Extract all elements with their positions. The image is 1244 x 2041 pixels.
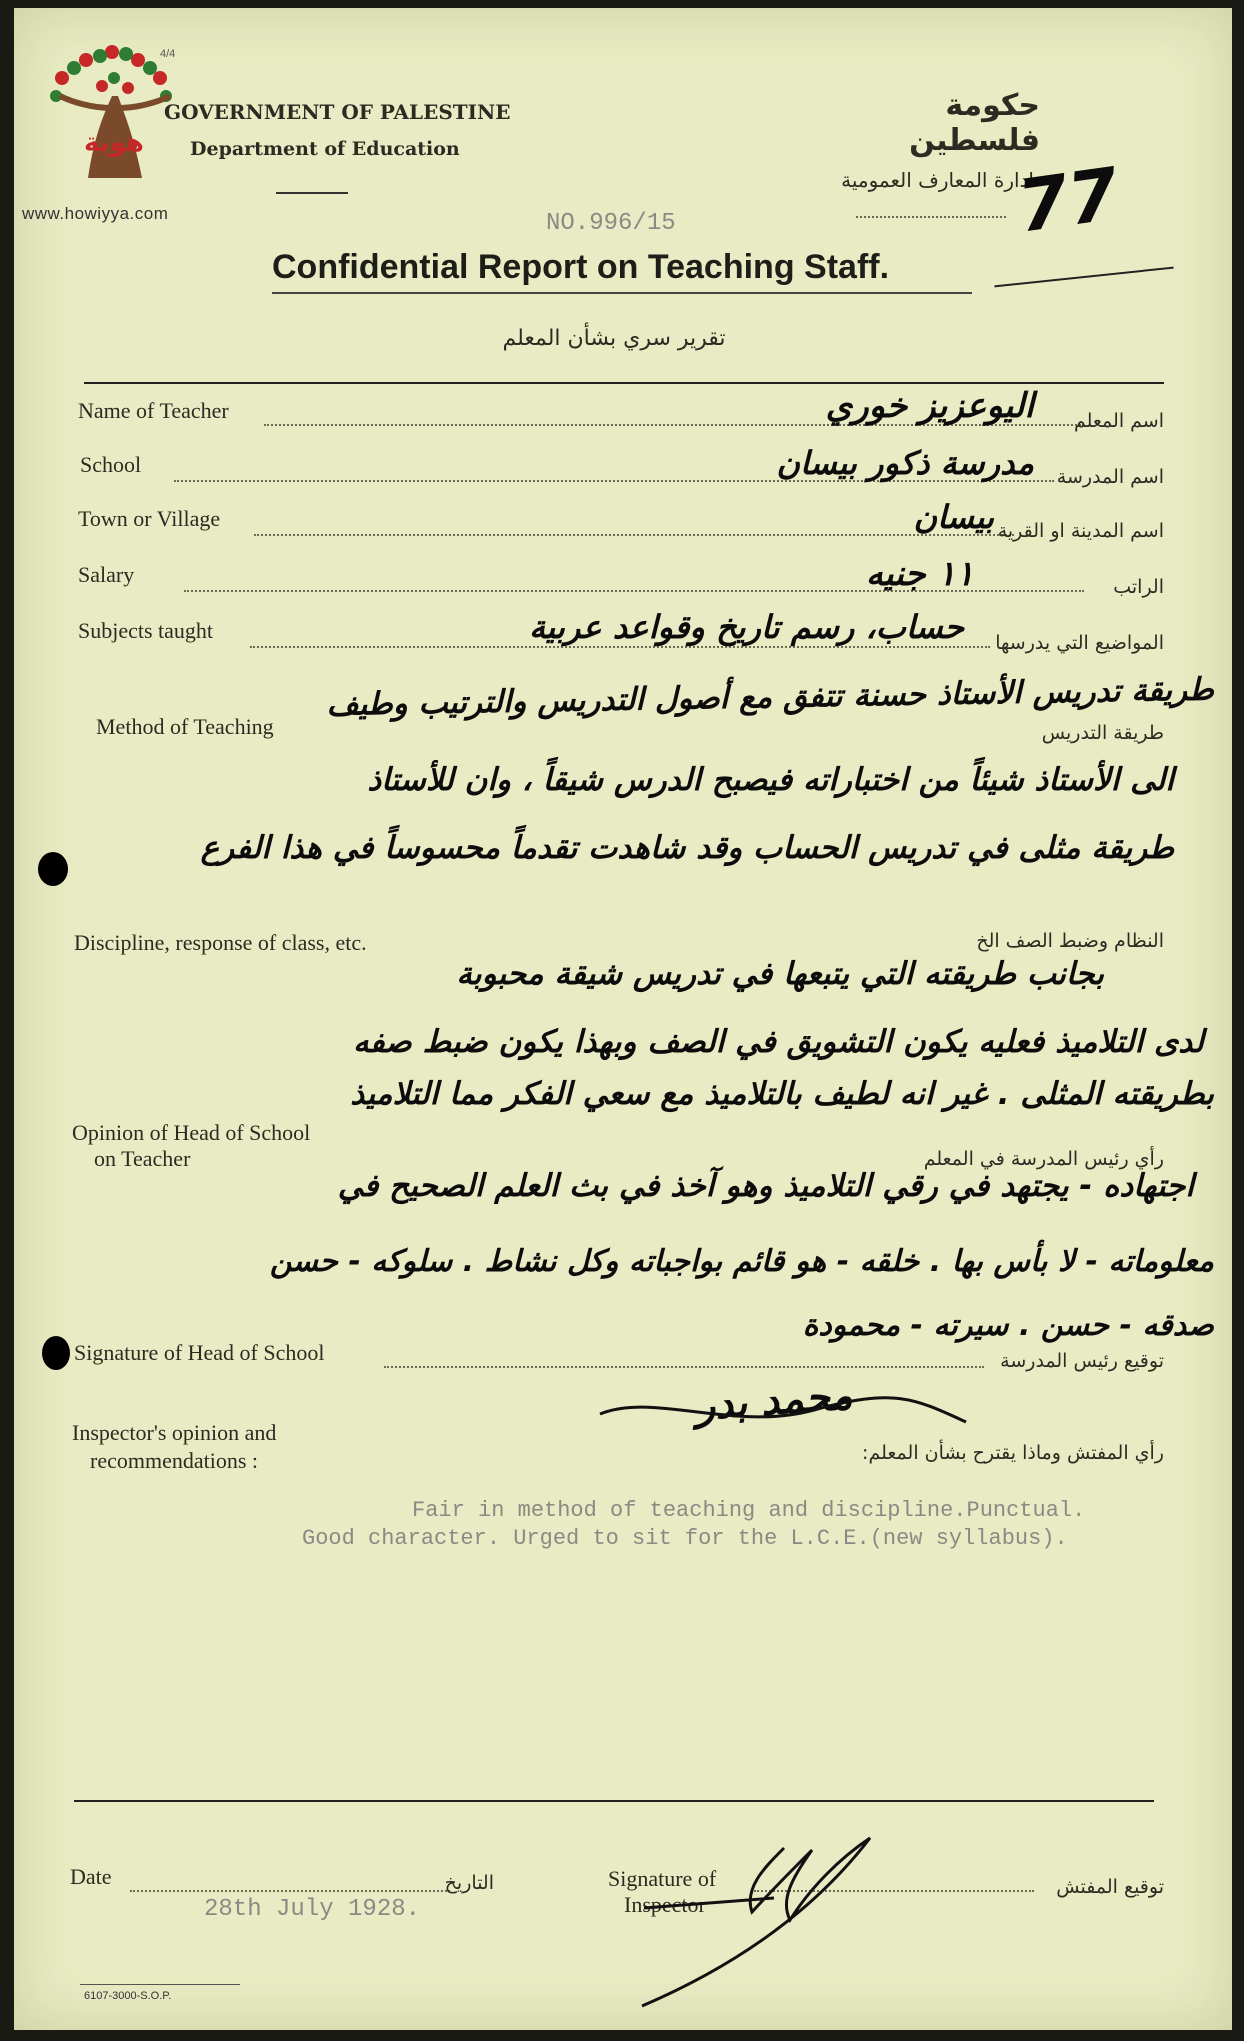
government-title: GOVERNMENT OF PALESTINE bbox=[164, 100, 511, 124]
opinion-line-1: اجتهاده - يجتهد في رقي التلاميذ وهو آخذ في بث العلم الصحيح في bbox=[337, 1168, 1194, 1204]
town-label-ar: اسم المدينة او القرية bbox=[997, 520, 1164, 542]
ink-blot bbox=[38, 852, 68, 886]
file-number-underline bbox=[994, 267, 1173, 288]
inspector-signature-label-ar: توقيع المفتش bbox=[1056, 1876, 1164, 1898]
printer-code: 6107-3000-S.O.P. bbox=[84, 1990, 172, 2002]
report-title-ar: تقرير سري بشأن المعلم bbox=[502, 326, 726, 351]
date-value: 28th July 1928. bbox=[204, 1896, 421, 1923]
inspector-signature bbox=[634, 1828, 934, 2008]
department-title: Department of Education bbox=[190, 138, 460, 160]
method-line-3: طريقة مثلى في تدريس الحساب وقد شاهدت تقدماً محسوساً في هذا الفرع bbox=[200, 830, 1174, 866]
subjects-value: حساب، رسم تاريخ وقواعد عربية bbox=[529, 608, 964, 646]
head-signature: محمد بدر bbox=[694, 1372, 854, 1430]
name-label-ar: اسم المعلم bbox=[1073, 410, 1164, 432]
head-signature-label: Signature of Head of School bbox=[74, 1340, 325, 1365]
opinion-label-2: on Teacher bbox=[94, 1146, 191, 1171]
date-dots bbox=[130, 1890, 450, 1892]
school-name: مدرسة ذكور بيسان bbox=[776, 444, 1034, 482]
discipline-label: Discipline, response of class, etc. bbox=[74, 930, 367, 955]
discipline-line-3: بطريقته المثلى . غير انه لطيف بالتلاميذ مع سعي الفكر مما التلاميذ bbox=[350, 1076, 1214, 1112]
subjects-label: Subjects taught bbox=[78, 618, 214, 643]
printer-code-rule bbox=[80, 1984, 240, 1985]
method-label: Method of Teaching bbox=[96, 714, 274, 739]
discipline-label-ar: النظام وضبط الصف الخ bbox=[976, 930, 1164, 952]
town-label: Town or Village bbox=[78, 506, 221, 531]
document-page bbox=[14, 8, 1232, 2030]
opinion-line-3: صدقه - حسن . سيرته - محمودة bbox=[802, 1308, 1214, 1343]
discipline-line-2: لدى التلاميذ فعليه يكون التشويق في الصف وبهذا يكون ضبط صفه bbox=[353, 1024, 1204, 1060]
method-line-2: الى الأستاذ شيئاً من اختباراته فيصبح الدرس شيقاً ، وان للأستاذ bbox=[367, 762, 1174, 798]
method-label-ar: طريقة التدريس bbox=[1041, 722, 1164, 744]
inspector-typed-line-1: Fair in method of teaching and discipline.Punctual. bbox=[412, 1498, 1086, 1523]
footer-rule bbox=[74, 1800, 1154, 1802]
subjects-dots bbox=[250, 646, 990, 648]
date-label: Date bbox=[70, 1864, 112, 1889]
watermark-url: www.howiyya.com bbox=[22, 204, 169, 223]
inspector-signature-label: Signature of bbox=[608, 1866, 717, 1891]
opinion-label-ar: رأي رئيس المدرسة في المعلم bbox=[923, 1148, 1164, 1170]
inspector-opinion-label-2: recommendations : bbox=[90, 1448, 259, 1473]
school-label-ar: اسم المدرسة bbox=[1056, 466, 1164, 488]
department-divider bbox=[856, 216, 1006, 218]
file-number: 77 bbox=[1012, 151, 1124, 249]
school-label: School bbox=[80, 452, 142, 477]
howiyya-logo-text: هوية bbox=[84, 128, 144, 158]
header-rule bbox=[84, 382, 1164, 384]
salary-label: Salary bbox=[78, 562, 135, 587]
header-divider bbox=[276, 192, 348, 194]
inspector-signature-label-2: Inspector bbox=[624, 1892, 706, 1917]
head-signature-flourish bbox=[594, 1388, 974, 1438]
inspector-opinion-label: Inspector's opinion and bbox=[72, 1420, 277, 1445]
opinion-line-2: معلوماته - لا بأس بها . خلقه - هو قائم بواجباته وكل نشاط . سلوكه - حسن bbox=[269, 1244, 1214, 1279]
report-title: Confidential Report on Teaching Staff. bbox=[272, 248, 890, 286]
head-signature-label-ar: توقيع رئيس المدرسة bbox=[1000, 1350, 1164, 1372]
teacher-name: اليوعزيز خوري bbox=[825, 386, 1034, 426]
title-underline bbox=[272, 292, 972, 294]
department-title-ar: ادارة المعارف العمومية bbox=[841, 168, 1034, 192]
town-name: بيسان bbox=[913, 498, 994, 536]
salary-label-ar: الراتب bbox=[1113, 576, 1164, 598]
date-label-ar: التاريخ bbox=[444, 1872, 494, 1894]
opinion-label: Opinion of Head of School bbox=[72, 1120, 311, 1145]
inspector-opinion-label-ar: رأي المفتش وماذا يقترح بشأن المعلم: bbox=[862, 1442, 1164, 1464]
reference-number: NO.996/15 bbox=[546, 210, 676, 237]
subjects-label-ar: المواضيع التي يدرسها bbox=[995, 632, 1164, 654]
name-label: Name of Teacher bbox=[78, 398, 229, 423]
government-title-ar: حكومة فلسطين bbox=[909, 88, 1040, 158]
head-signature-dots bbox=[384, 1366, 984, 1368]
discipline-line-1: بجانب طريقته التي يتبعها في تدريس شيقة محبوبة bbox=[456, 956, 1104, 992]
salary-value: ١١ جنيه bbox=[865, 554, 974, 594]
inspector-typed-line-2: Good character. Urged to sit for the L.C.E.(new syllabus). bbox=[302, 1526, 1068, 1551]
method-line-1: طريقة تدريس الأستاذ حسنة تتفق مع أصول التدريس والترتيب وطيف bbox=[326, 671, 1215, 724]
ink-blot-2 bbox=[42, 1336, 70, 1370]
corner-mark: 4/4 bbox=[160, 48, 176, 60]
